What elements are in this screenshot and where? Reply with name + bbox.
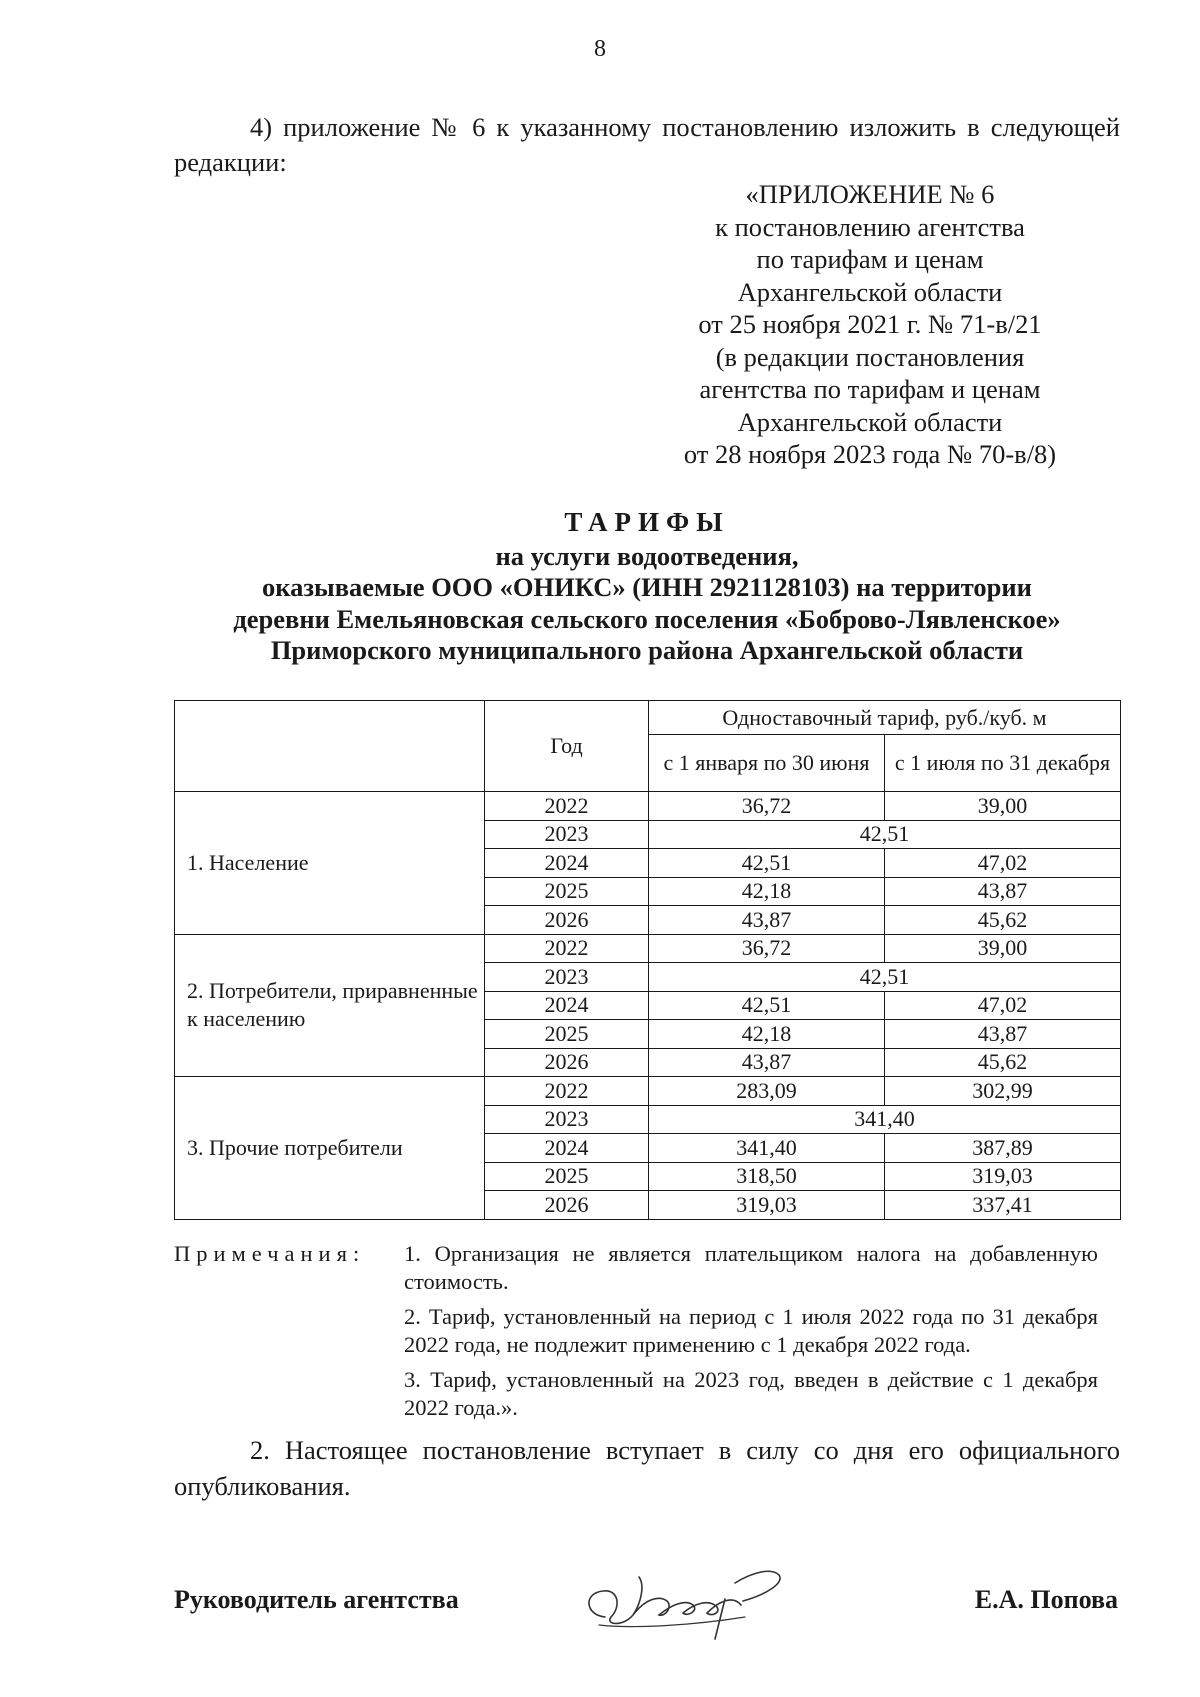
category-cell: 1. Население	[175, 792, 485, 935]
closing-paragraph: 2. Настоящее постановление вступает в силу со дня его официального опубликования.	[174, 1435, 1120, 1501]
year-cell: 2026	[485, 1191, 649, 1220]
tariff-merged-cell: 42,51	[649, 963, 1121, 992]
appendix-line: от 25 ноября 2021 г. № 71-в/21	[698, 309, 1042, 339]
tariff-cell: 47,02	[885, 991, 1121, 1020]
year-cell: 2023	[485, 963, 649, 992]
tariff-cell: 43,87	[885, 1020, 1121, 1049]
table-header-row	[175, 701, 1121, 735]
tariff-cell: 39,00	[885, 934, 1121, 963]
tariff-cell: 302,99	[885, 1077, 1121, 1106]
tariff-cell: 42,18	[649, 1020, 885, 1049]
table-row	[175, 1077, 1121, 1106]
appendix-line: Архангельской области	[737, 276, 1003, 307]
title-line: Приморского муниципального района Архангельской области	[270, 635, 1024, 665]
note-item: 2. Тариф, установленный на период с 1 июля 2022 года по 31 декабря 2022 года, не подлежит применению с 1 декабря 2022 года.	[404, 1304, 1098, 1357]
appendix-line: (в редакции постановления	[715, 341, 1025, 372]
page-number: 8	[594, 36, 606, 62]
year-cell: 2026	[485, 1048, 649, 1077]
tariff-cell: 47,02	[885, 849, 1121, 878]
title-line: на услуги водоотведения,	[495, 540, 799, 571]
year-cell: 2024	[485, 991, 649, 1020]
tariff-cell: 42,51	[649, 991, 885, 1020]
table-row	[175, 934, 1121, 963]
category-cell: 3. Прочие потребители	[175, 1077, 485, 1220]
year-cell: 2024	[485, 1134, 649, 1163]
notes-section	[174, 1240, 1120, 1429]
appendix-line: агентства по тарифам и ценам	[699, 374, 1041, 404]
tariff-cell: 43,87	[885, 877, 1121, 906]
year-cell: 2022	[485, 1077, 649, 1106]
tariff-cell: 319,03	[649, 1191, 885, 1220]
signatory-name: Е.А. Попова	[974, 1585, 1118, 1614]
appendix-line: по тарифам и ценам	[756, 244, 984, 274]
tariff-cell: 337,41	[885, 1191, 1121, 1220]
year-cell: 2023	[485, 820, 649, 849]
note-item: 1. Организация не является плательщиком налога на добавленную стоимость.	[404, 1241, 1098, 1294]
header-period2-cell: с 1 июля по 31 декабря	[885, 735, 1121, 792]
tariff-merged-cell: 42,51	[649, 820, 1121, 849]
tariff-cell: 45,62	[885, 1048, 1121, 1077]
handwritten-signature-icon	[575, 1555, 795, 1645]
table-row	[175, 792, 1121, 821]
year-cell: 2022	[485, 792, 649, 821]
appendix-line: к постановлению агентства	[715, 211, 1025, 242]
tariff-cell: 45,62	[885, 906, 1121, 935]
notes-label: Примечания:	[174, 1241, 366, 1266]
title-line: деревни Емельяновская сельского поселения «Боброво-Лявленское»	[233, 603, 1061, 634]
year-cell: 2026	[485, 906, 649, 935]
year-cell: 2025	[485, 1020, 649, 1049]
year-cell: 2022	[485, 934, 649, 963]
title-main: ТАРИФЫ	[564, 507, 730, 537]
header-period1-cell: с 1 января по 30 июня	[649, 735, 885, 792]
header-category-cell	[175, 701, 485, 792]
tariff-table	[174, 700, 1121, 1220]
header-year-cell: Год	[485, 701, 649, 792]
header-tariff-group-cell: Одноставочный тариф, руб./куб. м	[649, 701, 1121, 735]
intro-paragraph: 4) приложение № 6 к указанному постановлению изложить в следующей редакции:	[174, 112, 1120, 177]
appendix-line: Архангельской области	[737, 406, 1003, 437]
category-cell: 2. Потребители, приравненные к населению	[175, 934, 485, 1077]
tariff-cell: 39,00	[885, 792, 1121, 821]
tariff-cell: 341,40	[649, 1134, 885, 1163]
note-item: 3. Тариф, установленный на 2023 год, введен в действие с 1 декабря 2022 года.».	[404, 1367, 1098, 1420]
signatory-title: Руководитель агентства	[174, 1585, 459, 1614]
year-cell: 2025	[485, 1162, 649, 1191]
tariff-cell: 43,87	[649, 906, 885, 935]
tariff-cell: 36,72	[649, 934, 885, 963]
tariff-cell: 318,50	[649, 1162, 885, 1191]
appendix-line: «ПРИЛОЖЕНИЕ № 6	[745, 179, 995, 209]
tariff-cell: 283,09	[649, 1077, 885, 1106]
document-title	[174, 507, 1120, 667]
appendix-line: от 28 ноября 2023 года № 70-в/8)	[683, 439, 1057, 469]
tariff-cell: 36,72	[649, 792, 885, 821]
tariff-cell: 387,89	[885, 1134, 1121, 1163]
title-line: оказываемые ООО «ОНИКС» (ИНН 2921128103) на территории	[262, 572, 1032, 602]
tariff-merged-cell: 341,40	[649, 1105, 1121, 1134]
tariff-cell: 42,51	[649, 849, 885, 878]
tariff-cell: 319,03	[885, 1162, 1121, 1191]
tariff-cell: 43,87	[649, 1048, 885, 1077]
year-cell: 2023	[485, 1105, 649, 1134]
year-cell: 2024	[485, 849, 649, 878]
appendix-header	[660, 178, 1080, 471]
tariff-cell: 42,18	[649, 877, 885, 906]
year-cell: 2025	[485, 877, 649, 906]
